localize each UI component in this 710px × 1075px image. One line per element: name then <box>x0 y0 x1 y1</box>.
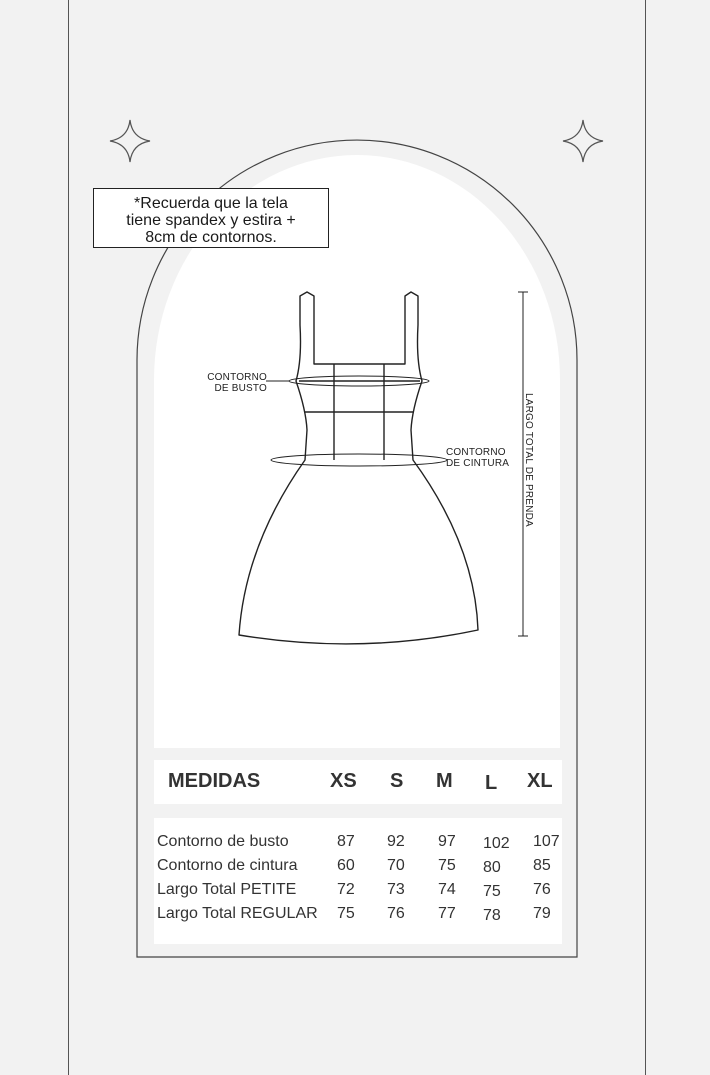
cell-s: 73 <box>387 881 405 898</box>
table-row-regular <box>154 905 562 927</box>
row-label: Largo Total REGULAR <box>157 905 318 922</box>
cell-m: 77 <box>438 905 456 922</box>
bust-label <box>199 372 267 394</box>
cell-xl: 79 <box>533 905 551 922</box>
cell-l: 75 <box>483 883 501 900</box>
table-title: MEDIDAS <box>168 770 261 792</box>
note-line-3: 8cm de contornos. <box>145 229 277 246</box>
sparkle-left-icon <box>110 120 150 162</box>
bust-label-line-1: CONTORNO <box>207 372 267 383</box>
row-label: Largo Total PETITE <box>157 881 297 898</box>
cell-l: 102 <box>483 835 510 852</box>
size-header-s: S <box>390 770 404 792</box>
size-table-body <box>154 818 562 944</box>
table-row-cintura <box>154 857 562 879</box>
cell-xl: 76 <box>533 881 551 898</box>
cell-l: 80 <box>483 859 501 876</box>
size-table-header <box>154 760 562 804</box>
note-line-1: *Recuerda que la tela <box>134 195 288 212</box>
size-header-l: L <box>485 772 498 794</box>
cell-xs: 75 <box>337 905 355 922</box>
cell-s: 92 <box>387 833 405 850</box>
table-row-petite <box>154 881 562 903</box>
cell-m: 75 <box>438 857 456 874</box>
row-label: Contorno de cintura <box>157 857 298 874</box>
size-header-xs: XS <box>330 770 357 792</box>
waist-label-line-2: DE CINTURA <box>446 458 510 469</box>
row-label: Contorno de busto <box>157 833 289 850</box>
note-line-2: tiene spandex y estira + <box>126 212 296 229</box>
sparkle-right-icon <box>563 120 603 162</box>
cell-xs: 60 <box>337 857 355 874</box>
size-header-m: M <box>436 770 453 792</box>
cell-l: 78 <box>483 907 501 924</box>
bust-label-line-2: DE BUSTO <box>214 383 267 394</box>
waist-label <box>446 447 509 469</box>
size-header-xl: XL <box>527 770 553 792</box>
cell-xs: 72 <box>337 881 355 898</box>
cell-s: 76 <box>387 905 405 922</box>
waist-label-line-1: CONTORNO <box>446 447 506 458</box>
cell-s: 70 <box>387 857 405 874</box>
stretch-note-box <box>93 188 329 248</box>
table-row-busto <box>154 833 562 855</box>
cell-m: 97 <box>438 833 456 850</box>
length-label: LARGO TOTAL DE PRENDA <box>523 393 534 527</box>
cell-xl: 85 <box>533 857 551 874</box>
cell-xs: 87 <box>337 833 355 850</box>
cell-xl: 107 <box>533 833 560 850</box>
cell-m: 74 <box>438 881 456 898</box>
